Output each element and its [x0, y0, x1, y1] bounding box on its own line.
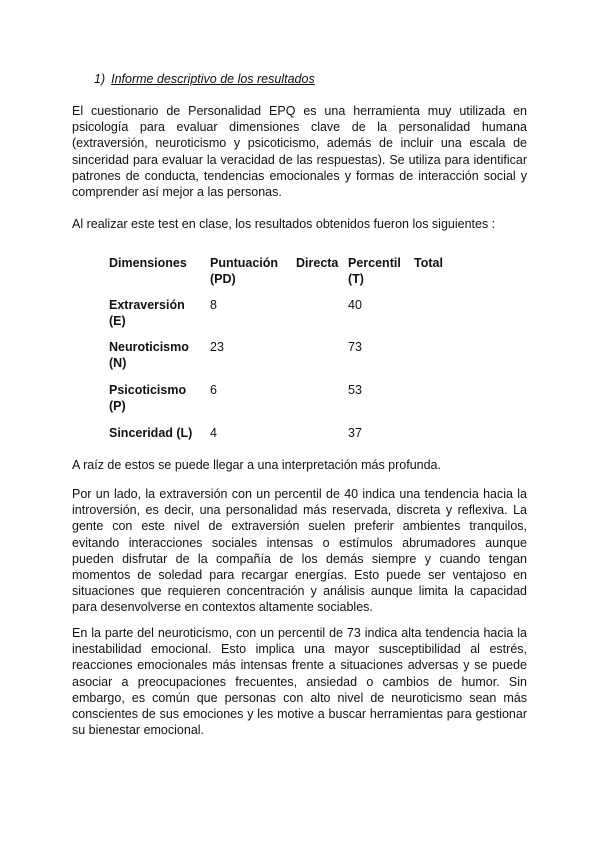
row-dimension-code: (P) [109, 399, 126, 413]
row-pd: 6 [210, 383, 217, 397]
row-percentile: 73 [348, 340, 362, 354]
row-pd: 23 [210, 340, 224, 354]
header-puntuacion-pd: (PD) [210, 272, 236, 286]
row-pd: 8 [210, 298, 217, 312]
section-number: 1) [94, 72, 106, 86]
row-pd: 4 [210, 426, 217, 440]
interpretation-intro-paragraph: A raíz de estos se puede llegar a una interpretación más profunda. [72, 458, 441, 472]
row-percentile: 40 [348, 298, 362, 312]
row-dimension-code: (E) [109, 314, 126, 328]
neuroticism-paragraph: En la parte del neuroticismo, con un percentil de 73 indica alta tendencia hacia la inestabilidad emocional. Esto implica una mayor susceptibilidad al estrés, reacciones emocionales más intensas frente a situaciones adversas y se puede asociar a preocupaciones frecuentes, ansiedad o cambios de humor. Sin embargo, es común que personas con alto nivel de neuroticismo sean más conscientes de sus emociones y les motive a buscar herramientas para gestionar su bienestar emocional. [72, 626, 527, 738]
section-heading [94, 72, 315, 86]
row-dimension: Psicoticismo [109, 383, 187, 397]
header-puntuacion: Puntuación [210, 256, 279, 270]
header-dimensiones: Dimensiones [109, 256, 187, 270]
row-dimension-code: (N) [109, 356, 127, 370]
header-percentil: Percentil [348, 256, 401, 270]
extraversion-paragraph: Por un lado, la extraversión con un percentil de 40 indica una tendencia hacia la introversión, es decir, una personalidad más reservada, discreta y reflexiva. La gente con este nivel de extraversión suelen preferir ambientes tranquilos, evitando interacciones sociales intensas o estímulos abrumadores aunque pueden disfrutar de la compañía de los demás siempre y cuando tengan momentos de soledad para recargar energías. Esto puede ser ventajoso en situaciones que requieren concentración y análisis aunque limita la capacidad para desenvolverse en contextos altamente sociables. [72, 487, 527, 615]
header-total: Total [414, 256, 443, 270]
results-intro-paragraph: Al realizar este test en clase, los resultados obtenidos fueron los siguientes : [72, 217, 496, 231]
section-title: Informe descriptivo de los resultados [111, 72, 315, 86]
row-dimension: Sinceridad (L) [109, 426, 193, 440]
row-percentile: 37 [348, 426, 362, 440]
row-dimension: Extraversión [109, 298, 185, 312]
header-percentil-t: (T) [348, 272, 364, 286]
intro-paragraph: El cuestionario de Personalidad EPQ es una herramienta muy utilizada en psicología para evaluar dimensiones clave de la personalidad humana (extraversión, neuroticismo y psicoticismo, además de incluir una escala de sinceridad para evaluar la veracidad de las respuestas). Se utiliza para identificar patrones de conducta, tendencias emocionales y formas de interacción social y comprender así mejor a las personas. [72, 104, 527, 200]
row-dimension: Neuroticismo [109, 340, 189, 354]
row-percentile: 53 [348, 383, 362, 397]
header-directa: Directa [296, 256, 339, 270]
